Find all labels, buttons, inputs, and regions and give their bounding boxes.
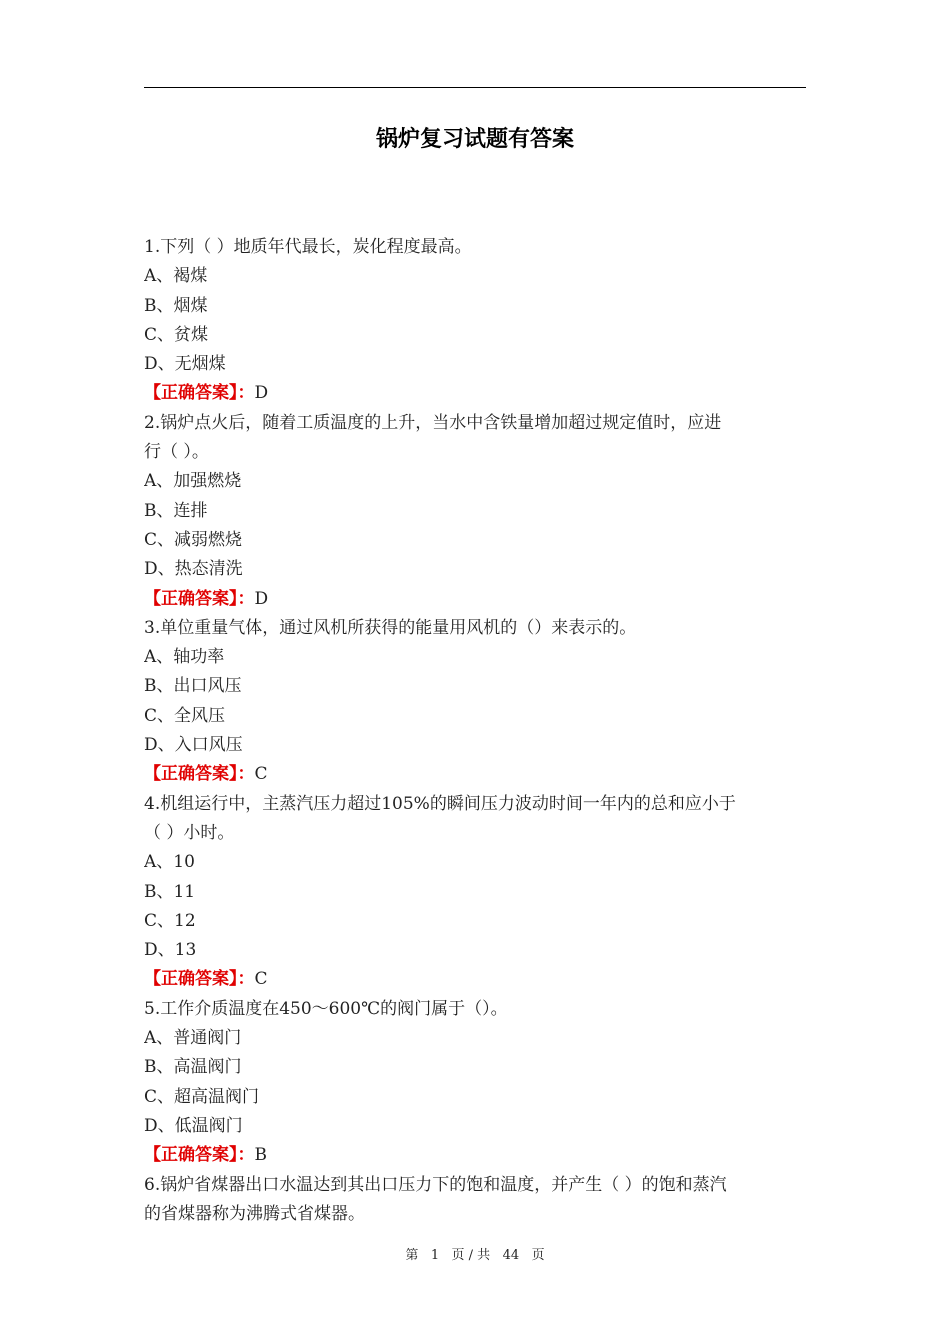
question-option: D、低温阀门	[144, 1115, 243, 1136]
answer-value: C	[254, 764, 268, 785]
question-option: B、烟煤	[144, 295, 208, 316]
answer-value: D	[254, 588, 269, 609]
question-option: A、轴功率	[144, 647, 225, 668]
footer-suffix: 页	[531, 1248, 545, 1263]
footer-middle: 页 / 共	[451, 1248, 491, 1263]
question-stem: 4.机组运行中，主蒸汽压力超过105%的瞬间压力波动时间一年内的总和应小于	[144, 793, 736, 814]
question-option: B、连排	[144, 500, 208, 521]
question-option: A、加强燃烧	[144, 471, 242, 492]
answer-label: 【正确答案】：	[144, 764, 255, 785]
answer-value: C	[254, 969, 268, 990]
footer-total-pages: 44	[502, 1248, 520, 1263]
answer-label: 【正确答案】：	[144, 588, 255, 609]
question-option: B、11	[144, 881, 196, 902]
answer-label: 【正确答案】：	[144, 969, 255, 990]
answer-line	[144, 585, 806, 614]
question-option: D、热态清洗	[144, 559, 243, 580]
question-option: A、普通阀门	[144, 1028, 242, 1049]
footer-current-page: 1	[430, 1248, 440, 1263]
question-option: C、12	[144, 910, 196, 931]
question-option: C、全风压	[144, 705, 226, 726]
page-footer	[0, 1244, 950, 1263]
question-stem: （ ）小时。	[144, 822, 235, 843]
header-rule	[144, 87, 806, 88]
answer-line	[144, 760, 806, 789]
answer-label: 【正确答案】：	[144, 383, 255, 404]
question-option: A、褐煤	[144, 266, 208, 287]
question-option: C、贫煤	[144, 324, 209, 345]
question-option: D、无烟煤	[144, 354, 226, 375]
question-stem: 2.锅炉点火后，随着工质温度的上升，当水中含铁量增加超过规定值时，应进	[144, 412, 722, 433]
question-stem: 1.下列（ ）地质年代最长，炭化程度最高。	[144, 237, 472, 257]
question-stem: 5.工作介质温度在450～600℃的阀门属于（）。	[144, 998, 508, 1019]
question-list	[144, 233, 806, 1229]
question-option: A、10	[144, 852, 195, 873]
answer-line	[144, 379, 806, 408]
question-option: D、入口风压	[144, 735, 243, 756]
question-stem: 6.锅炉省煤器出口水温达到其出口压力下的饱和温度，并产生（ ）的饱和蒸汽	[144, 1174, 727, 1195]
answer-line	[144, 1141, 806, 1170]
answer-value: B	[254, 1145, 267, 1166]
question-block	[144, 409, 806, 614]
question-option: C、超高温阀门	[144, 1086, 260, 1107]
question-block	[144, 233, 806, 409]
question-block	[144, 790, 806, 995]
question-stem: 行（ ）。	[144, 442, 209, 463]
question-option: B、出口风压	[144, 676, 242, 697]
question-block	[144, 1171, 806, 1230]
answer-value: D	[254, 383, 269, 404]
question-block	[144, 995, 806, 1171]
question-option: B、高温阀门	[144, 1057, 242, 1078]
question-option: C、减弱燃烧	[144, 529, 243, 550]
question-stem: 3.单位重量气体，通过风机所获得的能量用风机的（）来表示的。	[144, 617, 637, 638]
question-option: D、13	[144, 940, 197, 961]
footer-prefix: 第	[405, 1248, 419, 1263]
question-block	[144, 614, 806, 790]
question-stem: 的省煤器称为沸腾式省煤器。	[144, 1203, 365, 1224]
page-title: 锅炉复习试题有答案	[375, 126, 574, 152]
answer-line	[144, 965, 806, 994]
answer-label: 【正确答案】：	[144, 1145, 255, 1166]
